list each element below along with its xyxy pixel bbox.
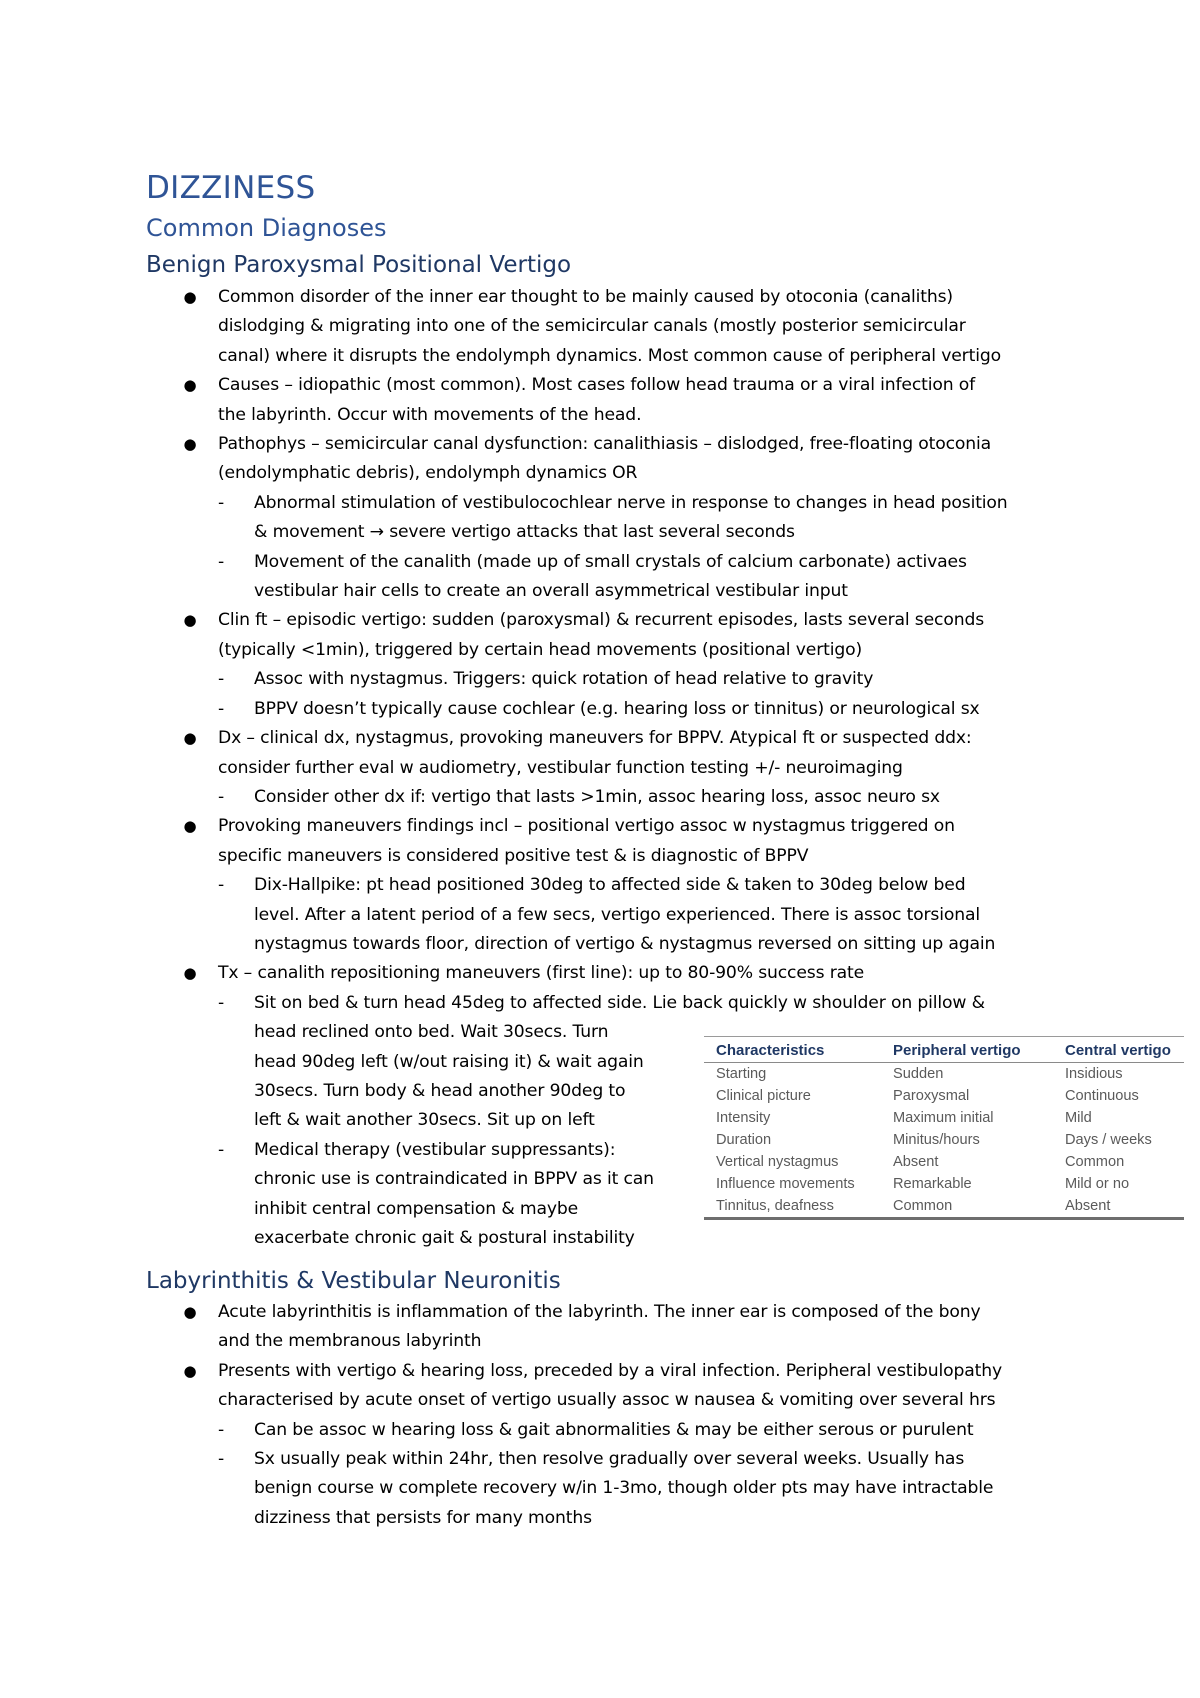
list-item-text: Movement of the canalith (made up of small crystals of calcium carbonate) activaes	[254, 551, 967, 572]
labyrinthitis-heading: Labyrinthitis & Vestibular Neuronitis	[146, 1268, 561, 1294]
list-item-text: level. After a latent period of a few secs, vertigo experienced. There is assoc torsional	[254, 904, 980, 925]
list-item	[0, 489, 1008, 518]
bullet-icon: ●	[183, 435, 197, 454]
list-item	[0, 842, 1008, 871]
labyrinthitis-list	[0, 1298, 1002, 1533]
list-item	[0, 1445, 1002, 1474]
list-item	[0, 695, 1008, 724]
table-cell: Starting	[716, 1066, 767, 1082]
list-item-text: specific maneuvers is considered positive test & is diagnostic of BPPV	[218, 845, 809, 866]
bullet-icon: ●	[183, 1361, 197, 1380]
list-item-text: BPPV doesn’t typically cause cochlear (e.g. hearing loss or tinnitus) or neurological sx	[254, 698, 980, 719]
list-item-text: and the membranous labyrinth	[218, 1331, 482, 1352]
list-item-text: characterised by acute onset of vertigo usually assoc w nausea & vomiting over several hrs	[218, 1390, 996, 1411]
list-item	[0, 636, 1008, 665]
bullet-icon: ●	[183, 964, 197, 983]
table-header: Characteristics	[704, 1037, 881, 1063]
table-row	[704, 1129, 1184, 1151]
table-cell: Influence movements	[716, 1176, 855, 1192]
table-cell: Tinnitus, deafness	[716, 1198, 834, 1214]
table-cell: Maximum initial	[893, 1110, 994, 1126]
list-item-text: Medical therapy (vestibular suppressants):	[254, 1139, 616, 1160]
list-item	[0, 783, 1008, 812]
table-cell: Remarkable	[893, 1176, 972, 1192]
list-item-text: head 90deg left (w/out raising it) & wait again	[254, 1051, 644, 1072]
list-item-text: dizziness that persists for many months	[254, 1507, 592, 1528]
list-item	[0, 548, 1008, 577]
table-row	[704, 1107, 1184, 1129]
dash-icon: -	[218, 786, 225, 807]
table-cell: Continuous	[1065, 1088, 1139, 1104]
list-item-text: Pathophys – semicircular canal dysfunction: canalithiasis – dislodged, free-floating otoconia	[218, 434, 992, 455]
dash-icon: -	[218, 551, 225, 572]
bullet-icon: ●	[183, 817, 197, 836]
list-item-text: Sit on bed & turn head 45deg to affected side. Lie back quickly w shoulder on pillow &	[254, 992, 985, 1013]
document-title: DIZZINESS	[146, 170, 316, 206]
list-item-text: dislodging & migrating into one of the semicircular canals (mostly posterior semicircular	[218, 316, 966, 337]
table-cell: Mild	[1065, 1110, 1092, 1126]
bullet-icon: ●	[183, 376, 197, 395]
dash-icon: -	[218, 1419, 225, 1440]
list-item	[0, 1224, 1008, 1253]
list-item-text: Assoc with nystagmus. Triggers: quick rotation of head relative to gravity	[254, 669, 874, 690]
list-item-text: Acute labyrinthitis is inflammation of the labyrinth. The inner ear is composed of the bony	[218, 1302, 981, 1322]
list-item-text: vestibular hair cells to create an overall asymmetrical vestibular input	[254, 581, 848, 602]
list-item-text: Clin ft – episodic vertigo: sudden (paroxysmal) & recurrent episodes, lasts several seconds	[218, 610, 985, 631]
list-item	[0, 1474, 1002, 1503]
vertigo-comparison-table	[704, 1036, 1184, 1220]
list-item-text: nystagmus towards floor, direction of vertigo & nystagmus reversed on sitting up again	[254, 933, 996, 954]
table-cell: Duration	[716, 1132, 772, 1148]
table-row	[704, 1151, 1184, 1173]
list-item-text: Abnormal stimulation of vestibulocochlear nerve in response to changes in head position	[254, 492, 1008, 513]
bppv-heading: Benign Paroxysmal Positional Vertigo	[146, 252, 572, 278]
table-cell: Minitus/hours	[893, 1132, 980, 1148]
list-item	[0, 342, 1008, 371]
list-item	[0, 901, 1008, 930]
bullet-icon: ●	[183, 611, 197, 630]
list-item	[0, 871, 1008, 900]
table-cell: Absent	[1065, 1198, 1111, 1214]
dash-icon: -	[218, 492, 225, 513]
list-item-text: Provoking maneuvers findings incl – positional vertigo assoc w nystagmus triggered on	[218, 816, 955, 837]
list-item	[0, 959, 1008, 988]
list-item-text: canal) where it disrupts the endolymph dynamics. Most common cause of peripheral vertigo	[218, 345, 1001, 366]
list-item	[0, 1416, 1002, 1445]
list-item	[0, 459, 1008, 488]
list-item	[0, 1327, 1002, 1356]
table-cell: Mild or no	[1065, 1176, 1130, 1192]
list-item-text: 30secs. Turn body & head another 90deg to	[254, 1080, 626, 1101]
table-row	[704, 1085, 1184, 1107]
list-item-text: head reclined onto bed. Wait 30secs. Turn	[254, 1022, 609, 1043]
table-cell: Days / weeks	[1065, 1132, 1152, 1148]
table-header: Central vertigo	[1053, 1037, 1184, 1063]
list-item-text: consider further eval w audiometry, vestibular function testing +/- neuroimaging	[218, 757, 903, 778]
table-header-row	[704, 1037, 1184, 1063]
list-item	[0, 606, 1008, 635]
table-cell: Clinical picture	[716, 1088, 811, 1104]
list-item-text: inhibit central compensation & maybe	[254, 1198, 579, 1219]
list-item	[0, 1504, 1002, 1533]
list-item-text: Can be assoc w hearing loss & gait abnormalities & may be either serous or purulent	[254, 1419, 974, 1440]
bullet-icon: ●	[183, 1303, 197, 1321]
list-item	[0, 1298, 1002, 1327]
list-item-text: & movement → severe vertigo attacks that last several seconds	[254, 522, 795, 543]
list-item-text: Causes – idiopathic (most common). Most cases follow head trauma or a viral infection of	[218, 375, 976, 396]
list-item	[0, 371, 1008, 400]
dash-icon: -	[218, 698, 225, 719]
table-cell: Absent	[893, 1154, 939, 1170]
dash-icon: -	[218, 669, 225, 690]
list-item-text: Dix-Hallpike: pt head positioned 30deg to affected side & taken to 30deg below bed	[254, 875, 966, 896]
list-item-text: exacerbate chronic gait & postural instability	[254, 1228, 635, 1248]
table-cell: Common	[1065, 1154, 1125, 1170]
bullet-icon: ●	[183, 729, 197, 748]
list-item-text: Dx – clinical dx, nystagmus, provoking maneuvers for BPPV. Atypical ft or suspected ddx:	[218, 728, 972, 749]
table-row	[704, 1195, 1184, 1219]
list-item	[0, 989, 1008, 1018]
dash-icon: -	[218, 875, 225, 896]
list-item	[0, 283, 1008, 312]
table-cell: Paroxysmal	[893, 1088, 970, 1104]
list-item-text: chronic use is contraindicated in BPPV as it can	[254, 1169, 654, 1190]
list-item	[0, 312, 1008, 341]
dash-icon: -	[218, 992, 225, 1013]
table-cell: Intensity	[716, 1110, 771, 1126]
list-item-text: Consider other dx if: vertigo that lasts >1min, assoc hearing loss, assoc neuro sx	[254, 786, 940, 807]
list-item-text: Common disorder of the inner ear thought to be mainly caused by otoconia (canaliths)	[218, 287, 953, 307]
table-row	[704, 1173, 1184, 1195]
list-item-text: Presents with vertigo & hearing loss, preceded by a viral infection. Peripheral vestibulopathy	[218, 1360, 1002, 1381]
table-body	[704, 1063, 1184, 1219]
dash-icon: -	[218, 1139, 225, 1160]
list-item-text: (typically <1min), triggered by certain head movements (positional vertigo)	[218, 639, 863, 660]
list-item	[0, 430, 1008, 459]
list-item	[0, 665, 1008, 694]
list-item-text: Tx – canalith repositioning maneuvers (first line): up to 80-90% success rate	[218, 963, 865, 984]
list-item	[0, 930, 1008, 959]
list-item	[0, 1386, 1002, 1415]
table-cell: Insidious	[1065, 1066, 1123, 1082]
list-item	[0, 577, 1008, 606]
table-cell: Vertical nystagmus	[716, 1154, 839, 1170]
list-item	[0, 812, 1008, 841]
table-cell: Common	[893, 1198, 953, 1214]
list-item	[0, 401, 1008, 430]
list-item-text: the labyrinth. Occur with movements of the head.	[218, 404, 642, 425]
table-header: Peripheral vertigo	[881, 1037, 1053, 1063]
dash-icon: -	[218, 1449, 225, 1470]
list-item-text: Sx usually peak within 24hr, then resolve gradually over several weeks. Usually has	[254, 1449, 965, 1470]
list-item-text: benign course w complete recovery w/in 1-3mo, though older pts may have intractable	[254, 1478, 994, 1499]
list-item-text: left & wait another 30secs. Sit up on left	[254, 1110, 595, 1131]
table-cell: Sudden	[893, 1066, 944, 1082]
bullet-icon: ●	[183, 288, 197, 306]
list-item	[0, 518, 1008, 547]
list-item-text: (endolymphatic debris), endolymph dynamics OR	[218, 463, 638, 484]
section-heading: Common Diagnoses	[146, 214, 387, 242]
list-item	[0, 724, 1008, 753]
table-row	[704, 1063, 1184, 1086]
list-item	[0, 754, 1008, 783]
list-item	[0, 1357, 1002, 1386]
